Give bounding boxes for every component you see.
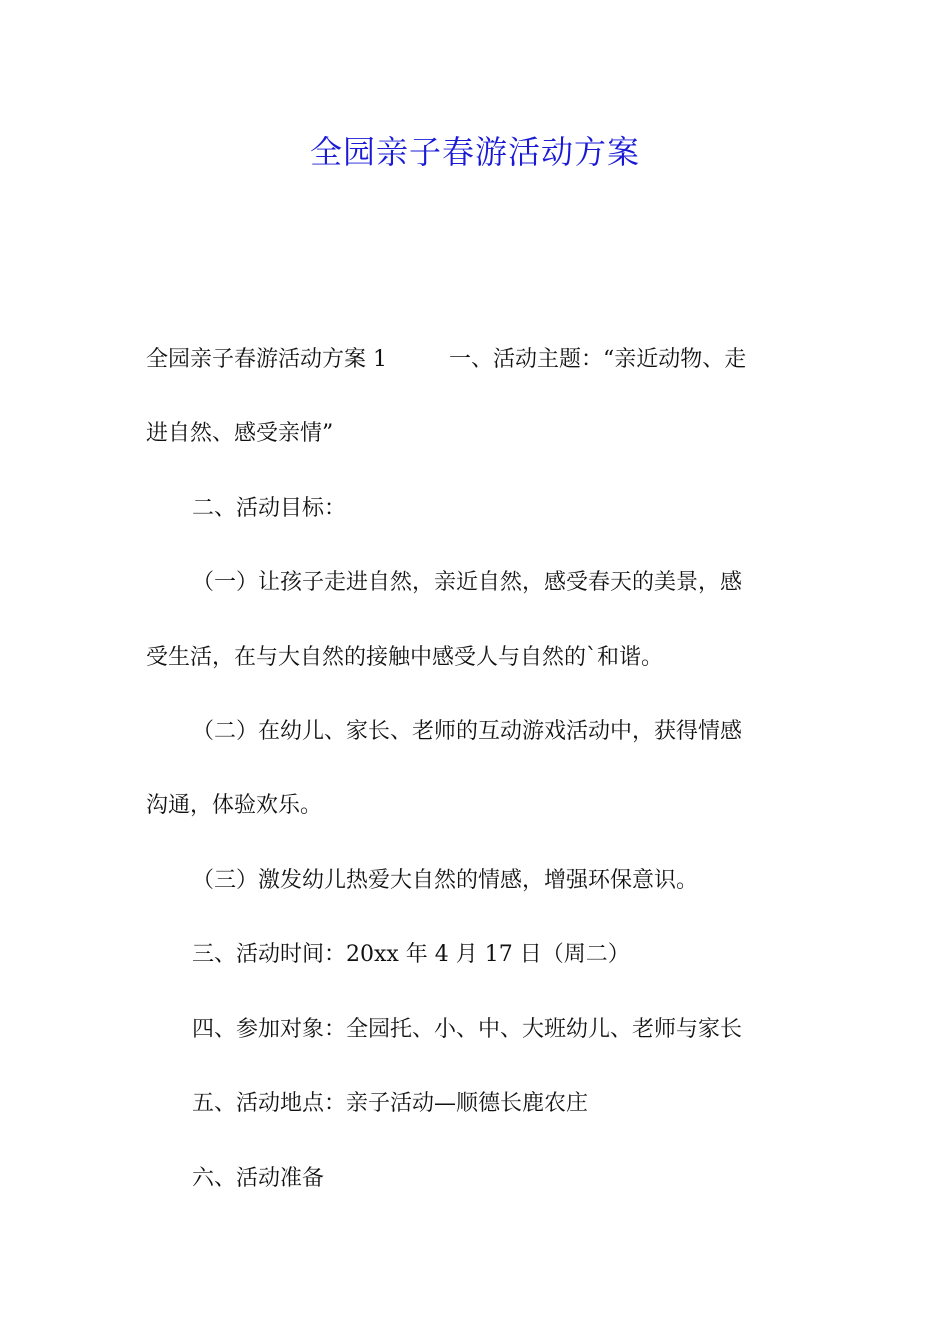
paragraph-line: （二）在幼儿、家长、老师的互动游戏活动中，获得情感 (192, 719, 743, 744)
paragraph-line: 六、活动准备 (192, 1166, 325, 1191)
paragraph-line: 四、参加对象：全园托、小、中、大班幼儿、老师与家长 (192, 1017, 743, 1042)
paragraph-line: （三）激发幼儿热爱大自然的情感，增强环保意识。 (192, 868, 699, 893)
paragraph-line: 沟通，体验欢乐。 (146, 793, 323, 818)
section-heading-inline: 全园亲子春游活动方案 1 (146, 347, 387, 372)
paragraph-line: 进自然、感受亲情” (146, 421, 334, 446)
paragraph-line: 三、活动时间：20xx 年 4 月 17 日（周二） (192, 942, 630, 967)
paragraph-line: 受生活，在与大自然的接触中感受人与自然的`和谐。 (146, 645, 664, 670)
paragraph-line: （一）让孩子走进自然，亲近自然，感受春天的美景，感 (192, 570, 743, 595)
paragraph-line (146, 344, 816, 376)
paragraph-line: 五、活动地点：亲子活动—顺德长鹿农庄 (192, 1091, 589, 1116)
paragraph-line: 二、活动目标： (192, 496, 347, 521)
paragraph-text: 一、活动主题：“亲近动物、走 (449, 347, 747, 372)
document-title: 全园亲子春游活动方案 (309, 133, 640, 171)
